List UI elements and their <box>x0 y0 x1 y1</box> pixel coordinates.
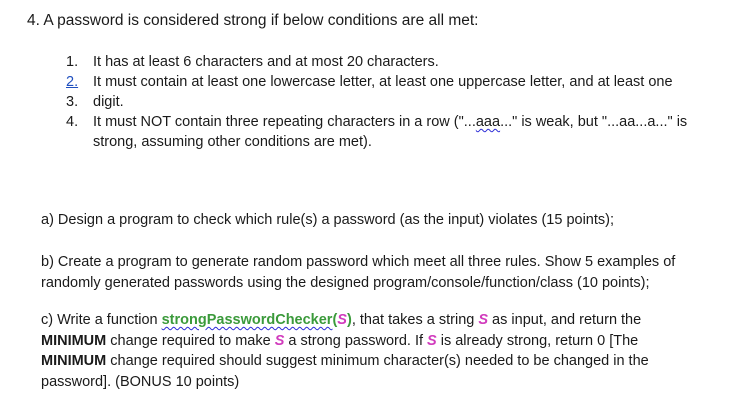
paren-open: ( <box>332 312 338 328</box>
text-run: change required should suggest minimum character(s) needed to be changed in the <box>106 353 649 369</box>
part-c-paragraph <box>41 310 731 392</box>
part-c-line4: password]. (BONUS 10 points) <box>41 373 240 390</box>
part-a-paragraph <box>41 210 731 231</box>
conditions-list <box>66 52 746 152</box>
part-b-paragraph <box>41 252 731 293</box>
condition-text: It has at least 6 characters and at most 20 characters. <box>93 54 439 70</box>
condition-item-3 <box>66 92 746 112</box>
condition-item-4 <box>66 112 746 152</box>
variable-s: S <box>337 312 347 328</box>
text-run: , that takes a string <box>351 312 479 328</box>
minimum-keyword: MINIMUM <box>41 332 107 349</box>
part-b-line1: b) Create a program to generate random password which meet all three rules. Show 5 examples of <box>41 254 676 270</box>
condition-number: 2. <box>66 74 79 90</box>
text-run: as input, and return the <box>488 312 642 328</box>
spellcheck-underlined-word: aaa <box>475 114 501 130</box>
part-c-line3 <box>41 353 649 369</box>
variable-s: S <box>274 332 285 349</box>
function-name: strongPasswordChecker <box>161 312 333 328</box>
condition-number: 3. <box>66 94 79 110</box>
question-title: 4. A password is considered strong if below conditions are all met: <box>27 12 479 29</box>
condition-text-part: ..." is weak, but "...aa...a..." is <box>500 114 688 130</box>
paren-close: ) <box>346 312 352 328</box>
part-b-line2: randomly generated passwords using the designed program/console/function/class (10 points); <box>41 274 650 291</box>
condition-item-1 <box>66 52 746 72</box>
part-c-line2 <box>41 333 638 349</box>
condition-text-line1 <box>93 114 687 130</box>
text-run: change required to make <box>106 332 275 349</box>
condition-text-line2: strong, assuming other conditions are met). <box>93 134 372 150</box>
condition-item-2 <box>66 72 746 92</box>
condition-text-part: It must NOT contain three repeating characters in a row ("... <box>93 114 476 130</box>
text-run: is already strong, return 0 [The <box>436 332 639 349</box>
condition-text: digit. <box>93 94 124 110</box>
text-run: a strong password. If <box>284 332 428 349</box>
minimum-keyword: MINIMUM <box>41 353 107 369</box>
condition-number: 1. <box>66 54 79 70</box>
condition-number: 4. <box>66 114 79 130</box>
part-c-line1 <box>41 312 641 328</box>
text-run: c) Write a function <box>41 312 162 328</box>
condition-text: It must contain at least one lowercase letter, at least one uppercase letter, and at least one <box>93 74 673 90</box>
variable-s: S <box>478 312 489 328</box>
variable-s: S <box>427 332 437 349</box>
part-a-text: a) Design a program to check which rule(s) a password (as the input) violates (15 points); <box>41 212 615 228</box>
